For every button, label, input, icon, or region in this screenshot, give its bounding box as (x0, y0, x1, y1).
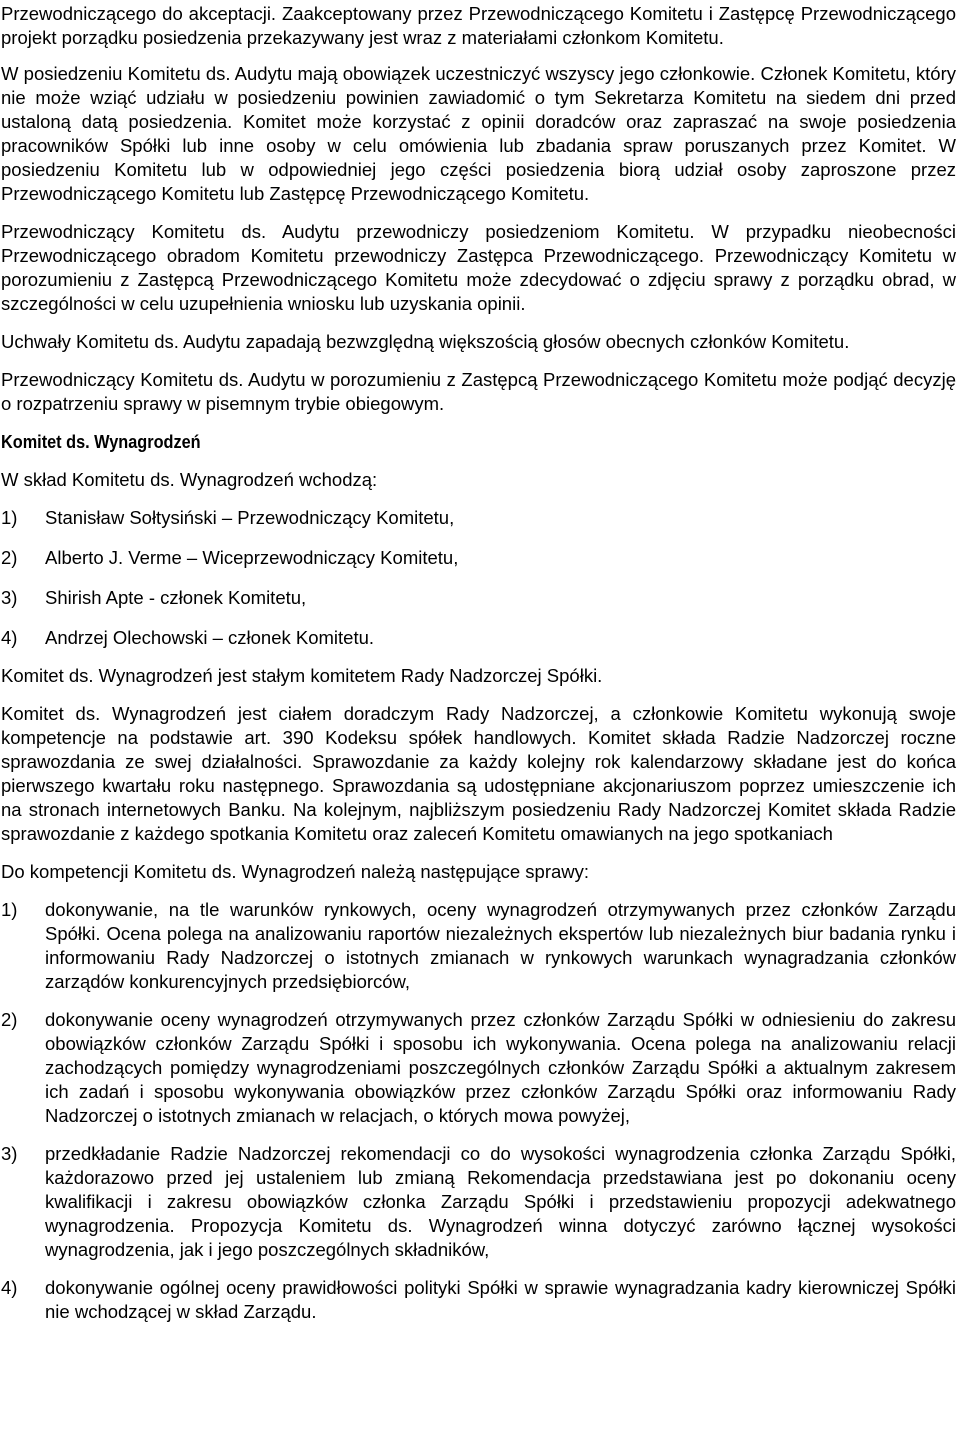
list-number: 2) (1, 1009, 18, 1030)
paragraph-circulation-mode: Przewodniczący Komitetu ds. Audytu w porozumieniu z Zastępcą Przewodniczącego Komitetu może podjąć decyzję o rozpatrzeniu sprawy w pisemnym trybie obiegowym. (1, 369, 956, 414)
paragraph-permanent-committee: Komitet ds. Wynagrodzeń jest stałym komitetem Rady Nadzorczej Spółki. (1, 665, 603, 686)
list-item (1, 546, 956, 570)
list-number: 4) (1, 1277, 18, 1298)
list-text: przedkładanie Radzie Nadzorczej rekomendacji co do wysokości wynagrodzenia członka Zarządu Spółki, każdorazowo przed jej ustaleniem lub zmianą Rekomendacja przedstawiana jest po dokonaniu oceny kwalifikacji i zakresu obowiązków członka Zarządu Spółki i przedstawieniu propozycji adekwatnego wynagrodzenia. Propozycja Komitetu ds. Wynagrodzeń winna dotyczyć zarówno łącznej wysokości wynagrodzenia, jak i jego poszczególnych składników, (45, 1143, 956, 1260)
list-text: dokonywanie ogólnej oceny prawidłowości polityki Spółki w sprawie wynagradzania kadry kierowniczej Spółki nie wchodzącej w skład Zarządu. (45, 1277, 956, 1322)
list-item (1, 1142, 956, 1262)
list-text: Shirish Apte - członek Komitetu, (45, 587, 307, 608)
paragraph-advisory-body: Komitet ds. Wynagrodzeń jest ciałem doradczym Rady Nadzorczej, a członkowie Komitetu wykonują swoje kompetencje na podstawie art. 390 Kodeksu spółek handlowych. Komitet składa Radzie Nadzorczej roczne sprawozdania ze swej działalności. Sprawozdanie za każdy kolejny rok kalendarzowy składane jest do końca pierwszego kwartału roku następnego. Sprawozdania są udostępniane akcjonariuszom poprzez umieszczenie ich na stronach internetowych Banku. Na kolejnym, najbliższym posiedzeniu Rady Nadzorczej Komitet składa Radzie sprawozdanie z każdego spotkania Komitetu oraz zaleceń Komitetu omawianych na jego spotkaniach (1, 703, 956, 844)
list-number: 1) (1, 507, 18, 528)
paragraph-meeting-attendance: W posiedzeniu Komitetu ds. Audytu mają obowiązek uczestniczyć wszyscy jego członkowie. Członek Komitetu, który nie może wziąć udziału w posiedzeniu powinien zawiadomić o tym Sekretarza Komitetu na siedem dni przed ustaloną datą posiedzenia. Komitet może korzystać z opinii doradców oraz zapraszać na swoje posiedzenia pracowników Spółki lub inne osoby w celu omówienia lub zbadania spraw poruszanych przez Komitet. W posiedzeniu Komitetu lub w odpowiedniej jego części posiedzenia biorą udział osoby zaproszone przez Przewodniczącego Komitetu lub Zastępcę Przewodniczącego Komitetu. (1, 63, 956, 204)
members-list (1, 506, 956, 650)
competences-list (1, 898, 956, 1324)
list-item (1, 626, 956, 650)
paragraph-competences-intro: Do kompetencji Komitetu ds. Wynagrodzeń należą następujące sprawy: (1, 861, 590, 882)
list-number: 1) (1, 899, 18, 920)
list-number: 4) (1, 627, 18, 648)
list-text: dokonywanie oceny wynagrodzeń otrzymywanych przez członków Zarządu Spółki w odniesieniu do zakresu obowiązków członków Zarządu Spółki i sposobu ich wykonywania. Ocena polega na analizowaniu relacji zachodzących pomiędzy wynagrodzeniami poszczególnych członków Zarządu Spółki a aktualnym zakresem ich zadań i sposobu wykonywania obowiązków przez członków Zarządu Spółki oraz informowaniu Rady Nadzorczej o istotnych zmianach w relacjach, o których mowa powyżej, (45, 1009, 956, 1126)
list-text: dokonywanie, na tle warunków rynkowych, oceny wynagrodzeń otrzymywanych przez członków Zarządu Spółki. Ocena polega na analizowaniu raportów niezależnych ekspertów lub niezależnych biur badania rynku i informowaniu Rady Nadzorczej o istotnych zmianach w rynkowych warunkach wynagradzania członków zarządów konkurencyjnych przedsiębiorców, (45, 899, 956, 992)
list-number: 2) (1, 547, 18, 568)
list-text: Alberto J. Verme – Wiceprzewodniczący Komitetu, (45, 547, 459, 568)
paragraph-agenda-acceptance: Przewodniczącego do akceptacji. Zaakceptowany przez Przewodniczącego Komitetu i Zastępcę Przewodniczącego projekt porządku posiedzenia przekazywany jest wraz z materiałami członkom Komitetu. (1, 3, 956, 48)
list-item (1, 506, 956, 530)
paragraph-members-intro: W skład Komitetu ds. Wynagrodzeń wchodzą: (1, 469, 378, 490)
list-number: 3) (1, 587, 18, 608)
paragraph-chairman-role: Przewodniczący Komitetu ds. Audytu przewodniczy posiedzeniom Komitetu. W przypadku nieobecności Przewodniczącego obradom Komitetu przewodniczy Zastępca Przewodniczącego. Przewodniczący Komitetu w porozumieniu z Zastępcą Przewodniczącego Komitetu może zdecydować o zdjęciu sprawy z porządku obrad, w szczególności w celu uzupełnienia wniosku lub uzyskania opinii. (1, 221, 956, 314)
list-number: 3) (1, 1143, 18, 1164)
paragraph-resolutions: Uchwały Komitetu ds. Audytu zapadają bezwzględną większością głosów obecnych członków Komitetu. (1, 331, 850, 352)
list-text: Stanisław Sołtysiński – Przewodniczący Komitetu, (45, 507, 455, 528)
section-heading-wrapper (1, 430, 956, 454)
section-heading: Komitet ds. Wynagrodzeń (1, 431, 201, 452)
list-item (1, 1276, 956, 1324)
list-text: Andrzej Olechowski – członek Komitetu. (45, 627, 375, 648)
list-item (1, 586, 956, 610)
list-item (1, 1008, 956, 1128)
list-item (1, 898, 956, 994)
